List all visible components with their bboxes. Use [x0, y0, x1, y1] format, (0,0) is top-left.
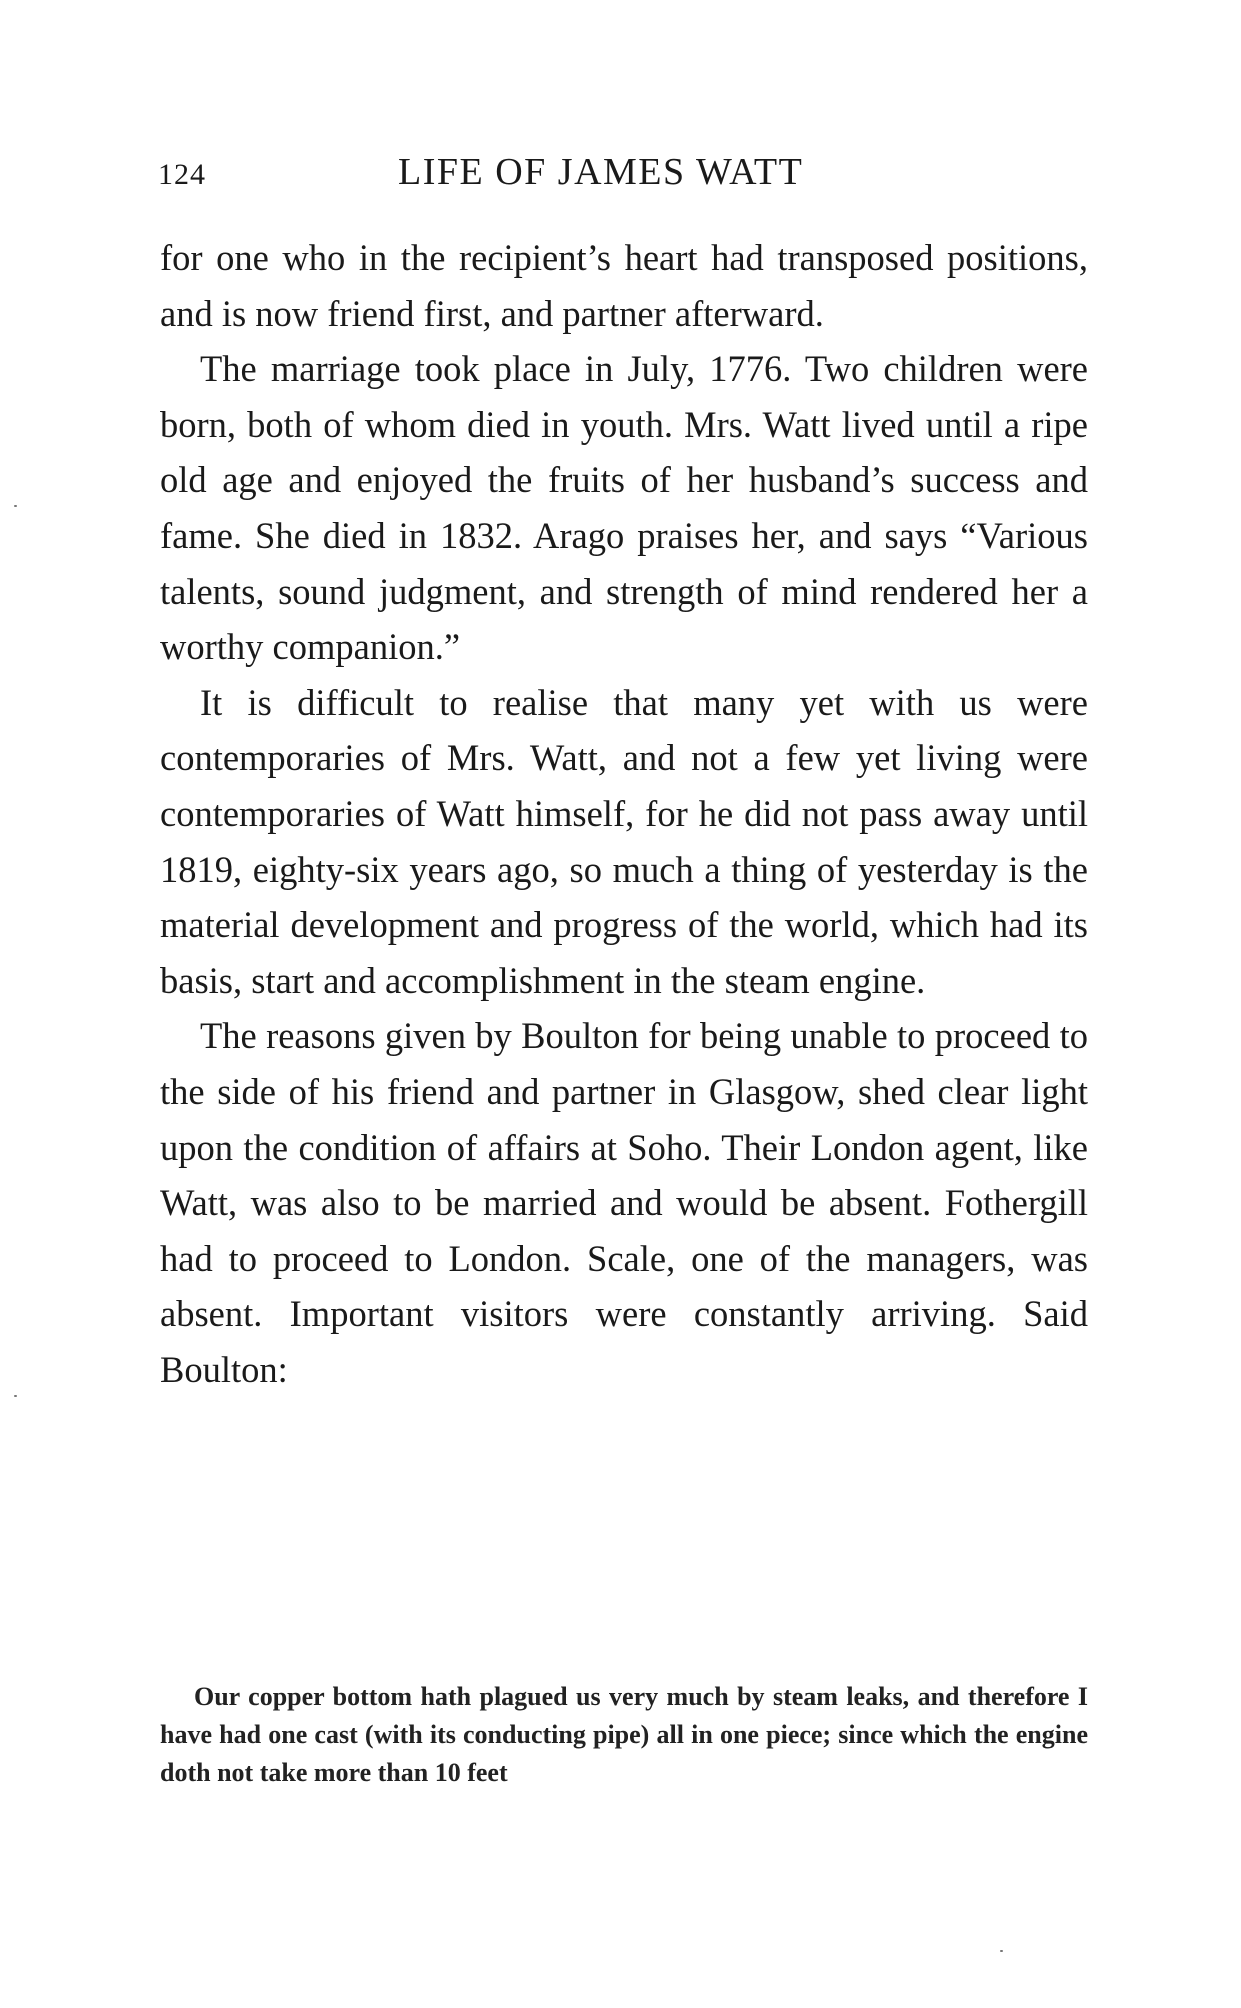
scan-speck — [14, 1395, 17, 1397]
scan-speck — [1000, 1950, 1003, 1952]
paragraph-contemporaries: It is difficult to realise that many yet with us were contemporaries of Mrs. Watt, and not a few yet living were contemporaries of Watt himself, for he did not pass away until 1819, eighty-six years ago, so much a thing of yesterday is the material development and progress of the world, which had its basis, start and accomplishment in the steam engine. — [160, 681, 1088, 1001]
scan-speck — [14, 505, 17, 507]
running-title: LIFE OF JAMES WATT — [398, 151, 804, 193]
paragraph-marriage: The marriage took place in July, 1776. Two children were born, both of whom died in youth. Mrs. Watt lived until a ripe old age and enjoyed the fruits of her husband’s success and fame. She died in 1832. Arago praises her, and says “Various talents, sound judgment, and strength of mind rendered her a worthy companion.” — [160, 348, 1088, 668]
body-text — [160, 230, 1088, 1397]
page-number: 124 — [158, 158, 206, 191]
page-header — [158, 150, 1088, 200]
block-quote: Our copper bottom hath plagued us very much by steam leaks, and therefore I have had one cast (with its conducting pipe) all in one piece; since which the engine doth not take more than 10 feet — [160, 1682, 1088, 1787]
paragraph-boulton-reasons: The reasons given by Boulton for being unable to proceed to the side of his friend and partner in Glasgow, shed clear light upon the condition of affairs at Soho. Their London agent, like Watt, was also to be married and would be absent. Fothergill had to proceed to London. Scale, one of the managers, was absent. Important visitors were constantly arriving. Said Boulton: — [160, 1015, 1088, 1390]
paragraph-continuation: for one who in the recipient’s heart had transposed positions, and is now friend first, and partner afterward. — [160, 237, 1088, 334]
